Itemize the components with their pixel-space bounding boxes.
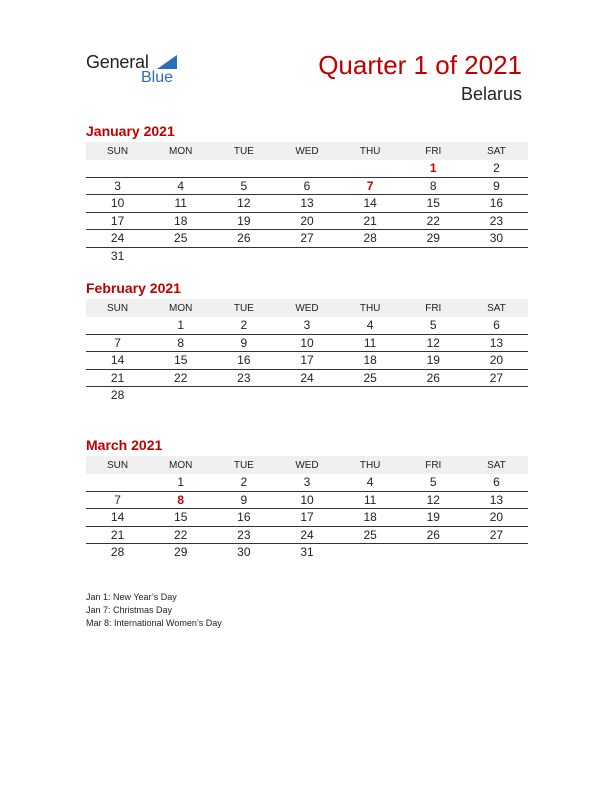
country-name: Belarus: [460, 84, 522, 104]
day-cell: 4: [149, 177, 212, 195]
month-january: [86, 122, 528, 264]
weekday-header: SUN: [86, 142, 149, 160]
weekday-header: SUN: [86, 456, 149, 474]
day-cell: [212, 247, 275, 264]
weekday-header: SAT: [465, 142, 528, 160]
day-cell: 5: [212, 177, 275, 195]
day-cell: 14: [339, 195, 402, 213]
day-cell: 25: [149, 230, 212, 248]
day-cell: 17: [275, 352, 338, 370]
day-cell: [212, 387, 275, 404]
day-cell: 23: [212, 369, 275, 387]
day-cell: 1: [149, 317, 212, 334]
week-row: [86, 247, 528, 264]
week-row: [86, 491, 528, 509]
week-row: [86, 160, 528, 177]
day-cell: 3: [86, 177, 149, 195]
day-cell: 28: [339, 230, 402, 248]
day-cell: 10: [275, 491, 338, 509]
day-cell: 12: [402, 334, 465, 352]
day-cell: [339, 544, 402, 561]
day-cell: 17: [86, 212, 149, 230]
weekday-header: THU: [339, 299, 402, 317]
day-cell: [339, 160, 402, 177]
day-cell: 8: [402, 177, 465, 195]
day-cell: 29: [402, 230, 465, 248]
month-march: [86, 436, 528, 561]
day-cell: [149, 387, 212, 404]
day-cell: 16: [212, 509, 275, 527]
day-cell: 19: [212, 212, 275, 230]
day-cell: [465, 544, 528, 561]
day-cell: 26: [402, 369, 465, 387]
day-cell: 21: [86, 526, 149, 544]
day-cell: 28: [110, 388, 125, 403]
day-cell: [402, 387, 465, 404]
day-cell: 12: [212, 195, 275, 213]
weekday-header: FRI: [402, 456, 465, 474]
day-cell: 7: [86, 491, 149, 509]
week-row: [86, 509, 528, 527]
day-cell: 9: [212, 491, 275, 509]
day-cell: 18: [149, 212, 212, 230]
day-cell: 24: [275, 369, 338, 387]
day-cell: 20: [275, 212, 338, 230]
week-row: [86, 212, 528, 230]
holiday-note: Mar 8: International Women’s Day: [86, 618, 222, 628]
day-cell: 11: [339, 491, 402, 509]
weekday-header: WED: [275, 456, 338, 474]
day-cell: 18: [339, 509, 402, 527]
day-cell: 22: [149, 526, 212, 544]
day-cell: 6: [465, 474, 528, 491]
day-cell: [465, 387, 528, 404]
day-cell: 5: [402, 317, 465, 334]
day-cell: 5: [402, 474, 465, 491]
day-cell: 28: [110, 545, 125, 560]
day-cell: 30: [237, 545, 251, 560]
weekday-header: MON: [149, 142, 212, 160]
day-cell: 13: [465, 334, 528, 352]
day-cell: 1: [149, 474, 212, 491]
holiday-day-cell: 8: [149, 491, 212, 509]
weekday-header: SUN: [86, 299, 149, 317]
day-cell: [339, 247, 402, 264]
day-cell: [275, 387, 338, 404]
day-cell: 14: [86, 352, 149, 370]
month-name: March 2021: [86, 437, 163, 453]
weekday-header: WED: [275, 299, 338, 317]
weekday-header: TUE: [212, 299, 275, 317]
day-cell: 19: [402, 509, 465, 527]
day-cell: 15: [402, 195, 465, 213]
holiday-note: Jan 7: Christmas Day: [86, 605, 173, 615]
day-cell: 8: [149, 334, 212, 352]
day-cell: 2: [212, 474, 275, 491]
day-cell: 20: [465, 509, 528, 527]
week-row: [86, 195, 528, 213]
weekday-header-row: [86, 299, 528, 317]
day-cell: [149, 247, 212, 264]
week-row: [86, 526, 528, 544]
week-row: [86, 544, 528, 561]
page-title: Quarter 1 of 2021: [318, 50, 522, 80]
weekday-header-row: [86, 142, 528, 160]
day-cell: 2: [212, 317, 275, 334]
day-cell: [402, 544, 465, 561]
holiday-day-cell: 7: [339, 177, 402, 195]
day-cell: [275, 247, 338, 264]
month-february: [86, 279, 528, 404]
day-cell: [149, 160, 212, 177]
day-cell: 20: [465, 352, 528, 370]
weekday-header: SAT: [465, 299, 528, 317]
weekday-header: FRI: [402, 142, 465, 160]
day-cell: 9: [465, 177, 528, 195]
day-cell: 4: [339, 317, 402, 334]
day-cell: 3: [275, 317, 338, 334]
day-cell: 21: [339, 212, 402, 230]
day-cell: 24: [275, 526, 338, 544]
day-cell: 12: [402, 491, 465, 509]
day-cell: 4: [339, 474, 402, 491]
day-cell: 27: [465, 526, 528, 544]
day-cell: 11: [339, 334, 402, 352]
day-cell: 25: [339, 526, 402, 544]
week-row: [86, 474, 528, 491]
day-cell: 22: [402, 212, 465, 230]
weekday-header: FRI: [402, 299, 465, 317]
week-row: [86, 369, 528, 387]
day-cell: 16: [465, 195, 528, 213]
day-cell: 2: [465, 160, 528, 177]
week-row: [86, 352, 528, 370]
day-cell: 19: [402, 352, 465, 370]
day-cell: 9: [212, 334, 275, 352]
weekday-header: TUE: [212, 456, 275, 474]
day-cell: 6: [275, 177, 338, 195]
calendar-table: [86, 456, 528, 561]
day-cell: 31: [110, 248, 125, 263]
day-cell: 7: [86, 334, 149, 352]
day-cell: 21: [86, 369, 149, 387]
weekday-header: MON: [149, 299, 212, 317]
month-name: January 2021: [86, 123, 175, 139]
holiday-note: Jan 1: New Year’s Day: [86, 592, 177, 602]
day-cell: 31: [300, 545, 314, 560]
day-cell: 10: [86, 195, 149, 213]
calendar-table: [86, 299, 528, 404]
day-cell: 14: [86, 509, 149, 527]
generalblue-logo: [86, 50, 196, 90]
month-name: February 2021: [86, 280, 181, 296]
day-cell: 25: [339, 369, 402, 387]
holiday-day-cell: 1: [402, 160, 465, 177]
day-cell: 26: [212, 230, 275, 248]
day-cell: [402, 247, 465, 264]
day-cell: [465, 247, 528, 264]
day-cell: 27: [275, 230, 338, 248]
weekday-header: WED: [275, 142, 338, 160]
day-cell: 15: [149, 352, 212, 370]
weekday-header-row: [86, 456, 528, 474]
day-cell: 18: [339, 352, 402, 370]
day-cell: 23: [465, 212, 528, 230]
logo-triangle-icon: [157, 55, 177, 69]
weekday-header: MON: [149, 456, 212, 474]
weekday-header: TUE: [212, 142, 275, 160]
logo-blue-text: Blue: [141, 69, 174, 86]
day-cell: 15: [149, 509, 212, 527]
week-row: [86, 230, 528, 248]
day-cell: 30: [465, 230, 528, 248]
day-cell: 6: [465, 317, 528, 334]
day-cell: [212, 160, 275, 177]
day-cell: [339, 387, 402, 404]
week-row: [86, 334, 528, 352]
day-cell: 26: [402, 526, 465, 544]
day-cell: [86, 317, 149, 334]
logo-general-text: General: [86, 52, 149, 72]
day-cell: 13: [465, 491, 528, 509]
day-cell: 10: [275, 334, 338, 352]
day-cell: [275, 160, 338, 177]
day-cell: 3: [275, 474, 338, 491]
day-cell: 17: [275, 509, 338, 527]
day-cell: 13: [275, 195, 338, 213]
day-cell: 24: [86, 230, 149, 248]
day-cell: 29: [174, 545, 188, 560]
day-cell: [86, 160, 149, 177]
weekday-header: THU: [339, 456, 402, 474]
holiday-notes: [86, 591, 222, 630]
week-row: [86, 177, 528, 195]
weekday-header: THU: [339, 142, 402, 160]
day-cell: 27: [465, 369, 528, 387]
calendar-table: [86, 142, 528, 264]
day-cell: 11: [149, 195, 212, 213]
day-cell: 23: [212, 526, 275, 544]
week-row: [86, 317, 528, 334]
day-cell: 22: [149, 369, 212, 387]
day-cell: 16: [212, 352, 275, 370]
day-cell: [86, 474, 149, 491]
week-row: [86, 387, 528, 404]
weekday-header: SAT: [465, 456, 528, 474]
